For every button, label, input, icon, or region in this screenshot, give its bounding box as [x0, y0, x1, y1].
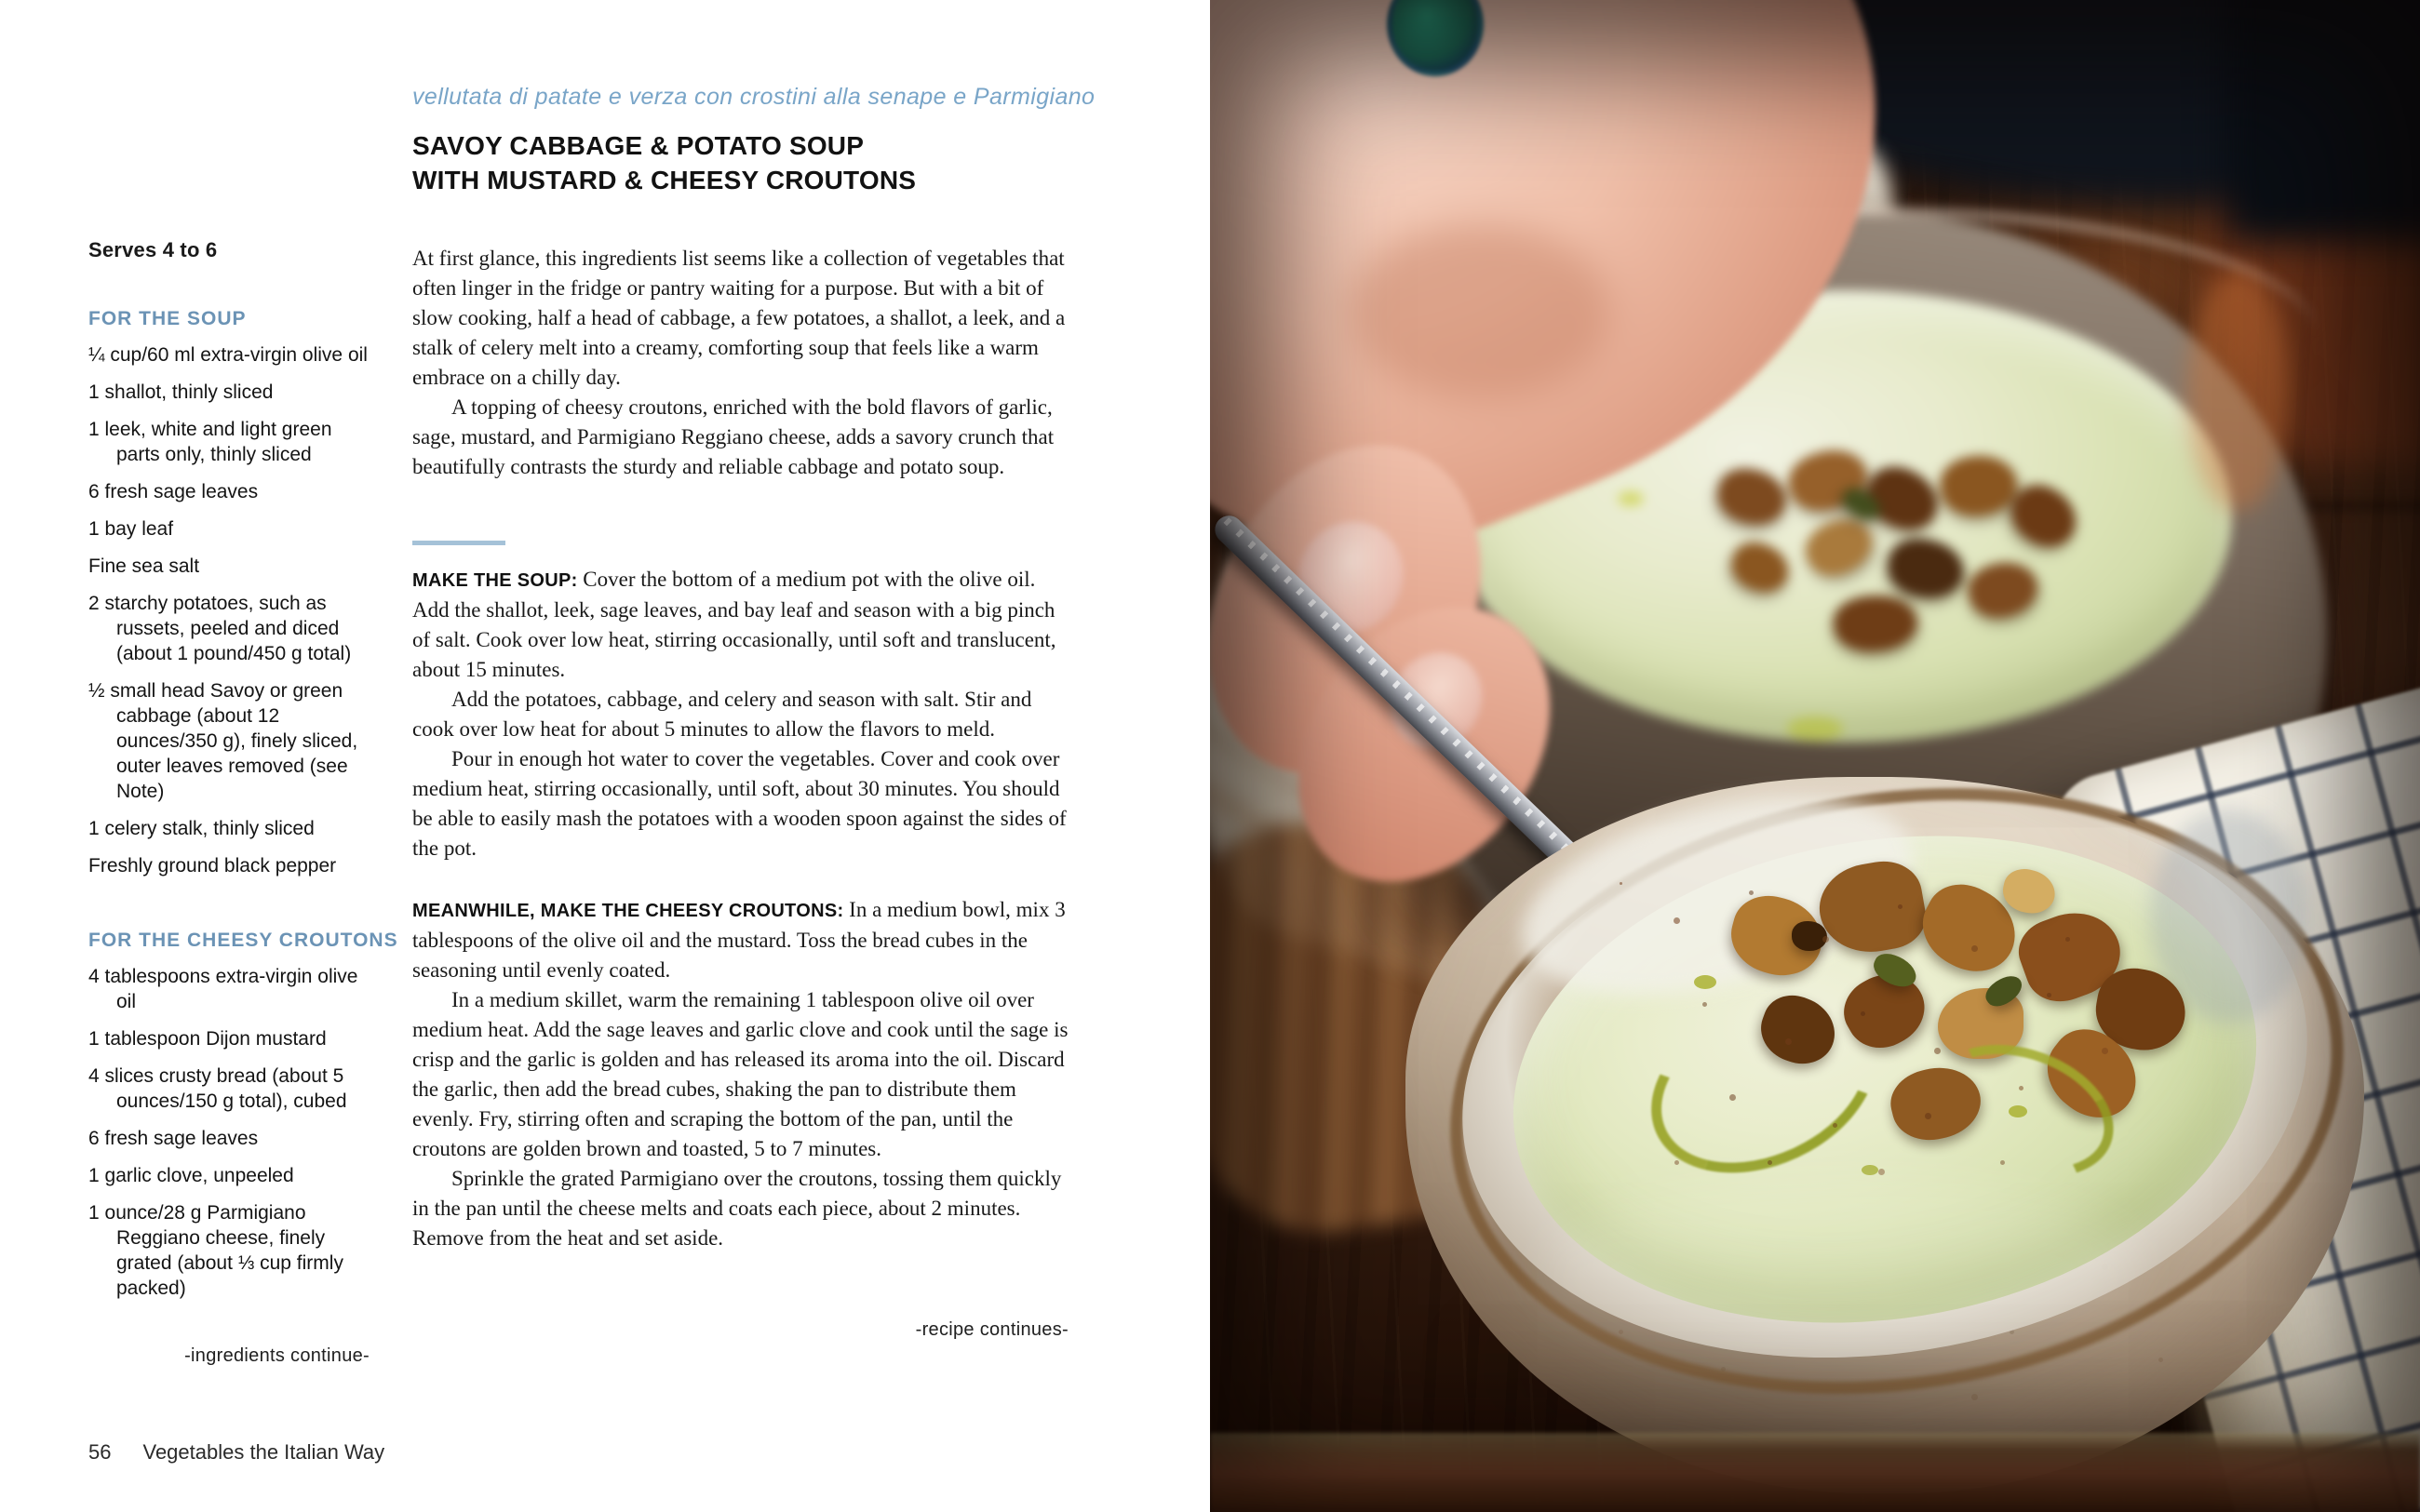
ingredient-item: Fine sea salt: [88, 555, 200, 577]
ingredient-item: 2 starchy potatoes, such as russets, peeled and diced (about 1 pound/450 g total): [88, 593, 352, 664]
ingredient-item: 6 fresh sage leaves: [88, 481, 259, 502]
ingredient-item: 6 fresh sage leaves: [88, 1128, 259, 1149]
soup-photo: [1210, 0, 2420, 1512]
ingredient-item: 1 celery stalk, thinly sliced: [88, 818, 315, 839]
step-text: In a medium bowl, mix 3 tablespoons of the olive oil and the mustard. Toss the bread cubes in the seasoning until evenly coated.: [412, 898, 1066, 982]
step-paragraph: [412, 565, 1069, 685]
ingredient-item: Freshly ground black pepper: [88, 855, 337, 876]
ingredient-item: 1 bay leaf: [88, 518, 174, 540]
olive-oil-drop: [1694, 975, 1716, 989]
ingredient-item: ¼ cup/60 ml extra-virgin olive oil: [88, 344, 368, 366]
main-soup-bowl: [1210, 0, 2420, 1512]
ingredient-item: ½ small head Savoy or green cabbage (about 12 ounces/350 g), finely sliced, outer leaves removed (see Note): [88, 680, 358, 802]
section-divider-rule: [412, 541, 505, 545]
croutons-ingredients-list: [88, 964, 370, 1313]
intro-text: [412, 244, 1069, 482]
step-paragraph: [412, 895, 1069, 985]
step-text: Cover the bottom of a medium pot with the olive oil. Add the shallot, leek, sage leaves, and bay leaf and season with a big pinch of salt. Cook over low heat, stirring occasionally, until soft and translucent, about 15 minutes.: [412, 568, 1056, 681]
intro-paragraph: At first glance, this ingredients list seems like a collection of vegetables that often linger in the fridge or pantry waiting for a purpose. But with a bit of slow cooking, half a head of cabbage, a few potatoes, a shallot, a leek, and a stalk of celery melt into a creamy, comforting soup that feels like a warm embrace on a chilly day.: [412, 247, 1066, 389]
crouton-char: [1792, 921, 1827, 951]
olive-oil-drop: [2009, 1105, 2027, 1117]
ingredient-item: 4 tablespoons extra-virgin olive oil: [88, 966, 358, 1012]
croutons-ingredients-header: FOR THE CHEESY CROUTONS: [88, 930, 398, 951]
step-paragraph: Add the potatoes, cabbage, and celery and season with salt. Stir and cook over low heat for about 5 minutes to allow the flavors to meld.: [412, 688, 1032, 741]
method-text: [412, 565, 1069, 1253]
step-label: MAKE THE SOUP:: [412, 570, 578, 591]
step-label: MEANWHILE, MAKE THE CHEESY CROUTONS:: [412, 901, 844, 921]
step-paragraph: Sprinkle the grated Parmigiano over the croutons, tossing them quickly in the pan until the cheese melts and coats each piece, about 2 minutes. Remove from the heat and set aside.: [412, 1167, 1062, 1250]
serves-note: Serves 4 to 6: [88, 238, 218, 261]
bowl-front-sheen: [1545, 1177, 2141, 1363]
soup-ingredients-list: [88, 342, 370, 890]
title-line-1: SAVOY CABBAGE & POTATO SOUP: [412, 131, 865, 160]
ingredients-continue-note: -ingredients continue-: [184, 1345, 370, 1366]
ingredient-item: 1 leek, white and light green parts only, thinly sliced: [88, 419, 332, 465]
recipe-continues-note: -recipe continues-: [915, 1319, 1069, 1340]
book-title: Vegetables the Italian Way: [142, 1440, 385, 1464]
ingredient-item: 1 shallot, thinly sliced: [88, 381, 274, 403]
ingredient-item: 1 tablespoon Dijon mustard: [88, 1028, 327, 1050]
page-footer: [88, 1440, 384, 1465]
ingredient-item: 1 ounce/28 g Parmigiano Reggiano cheese, finely grated (about ⅓ cup firmly packed): [88, 1202, 343, 1299]
ingredient-item: 4 slices crusty bread (about 5 ounces/150 g total), cubed: [88, 1065, 347, 1112]
olive-oil-drop: [1862, 1165, 1878, 1175]
page-number: 56: [88, 1440, 112, 1464]
step-paragraph: In a medium skillet, warm the remaining 1 tablespoon olive oil over medium heat. Add the sage leaves and garlic clove and cook until the sage is crisp and the garlic is golden and has released its aroma into the oil. Discard the garlic, then add the bread cubes, shaking the pan to distribute them evenly. Fry, stirring often and scraping the bottom of the pan, until the croutons are golden brown and toasted, 5 to 7 minutes.: [412, 988, 1069, 1160]
page-title: [412, 128, 1073, 197]
title-line-2: WITH MUSTARD & CHEESY CROUTONS: [412, 166, 917, 194]
intro-paragraph: A topping of cheesy croutons, enriched with the bold flavors of garlic, sage, mustard, and Parmigiano Reggiano cheese, adds a savory crunch that beautifully contrasts the sturdy and reliable cabbage and potato soup.: [412, 395, 1055, 478]
table-front-edge: [1210, 1433, 2420, 1512]
spice-speckles: [1620, 882, 1622, 885]
soup-ingredients-header: FOR THE SOUP: [88, 308, 247, 329]
italian-recipe-title: vellutata di patate e verza con crostini alla senape e Parmigiano: [412, 84, 1096, 110]
step-paragraph: Pour in enough hot water to cover the vegetables. Cover and cook over medium heat, stirring occasionally, until soft, about 30 minutes. You should be able to easily mash the potatoes with a wooden spoon against the sides of the pot.: [412, 747, 1067, 860]
ingredient-item: 1 garlic clove, unpeeled: [88, 1165, 294, 1186]
